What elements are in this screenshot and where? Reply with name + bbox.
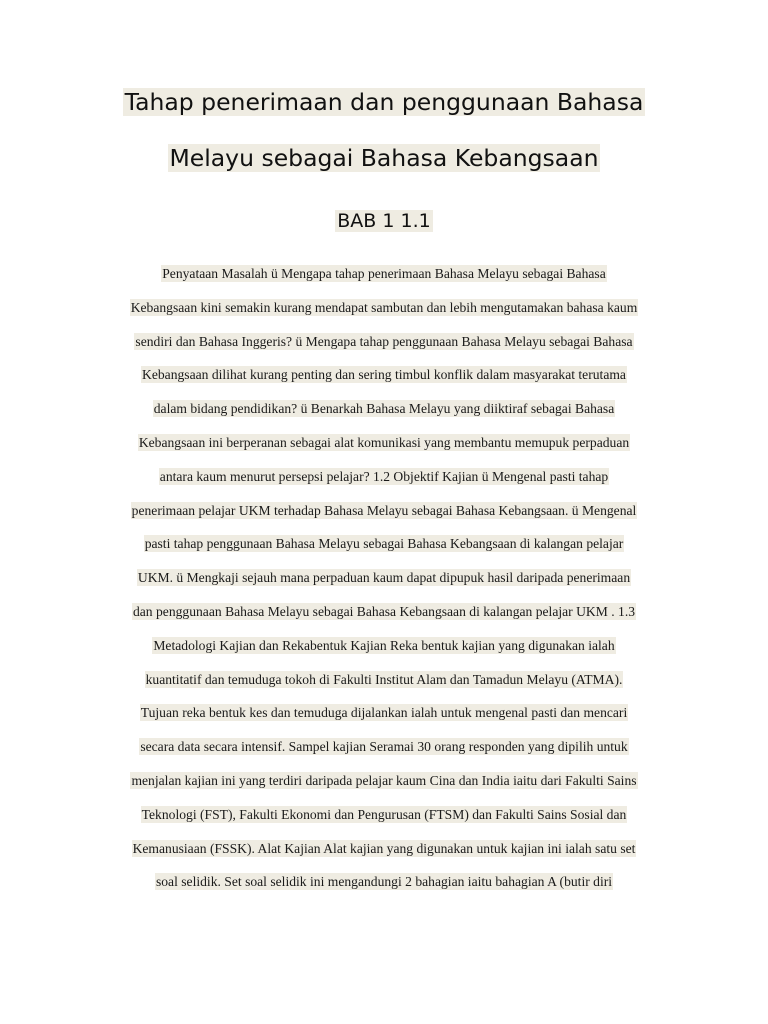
body-line-text: Kebangsaan ini berperanan sebagai alat komunikasi yang membantu memupuk perpaduan bbox=[138, 434, 630, 450]
body-line bbox=[70, 801, 698, 835]
body-line-text: Kemanusiaan (FSSK). Alat Kajian Alat kajian yang digunakan untuk kajian ini ialah satu set bbox=[132, 840, 636, 856]
body-line-text: Tujuan reka bentuk kes dan temuduga dijalankan ialah untuk mengenal pasti dan mencari bbox=[140, 705, 628, 721]
body-line-text: penerimaan pelajar UKM terhadap Bahasa Melayu sebagai Bahasa Kebangsaan. ü Mengenal bbox=[131, 502, 637, 518]
body-line bbox=[70, 395, 698, 429]
body-line bbox=[70, 429, 698, 463]
body-line-text: kuantitatif dan temuduga tokoh di Fakulti Institut Alam dan Tamadun Melayu (ATMA). bbox=[145, 671, 623, 687]
title-line-2-text: Melayu sebagai Bahasa Kebangsaan bbox=[169, 144, 599, 172]
body-line bbox=[70, 564, 698, 598]
body-line bbox=[70, 530, 698, 564]
body-line bbox=[70, 868, 698, 902]
body-line-text: soal selidik. Set soal selidik ini mengandungi 2 bahagian iaitu bahagian A (butir diri bbox=[155, 874, 613, 890]
body-line bbox=[70, 632, 698, 666]
body-line bbox=[70, 328, 698, 362]
chapter-heading bbox=[40, 206, 728, 236]
body-line-text: menjalan kajian ini yang terdiri daripada pelajar kaum Cina dan India iaitu dari Fakulti Sains bbox=[131, 772, 637, 788]
body-line-text: dalam bidang pendidikan? ü Benarkah Bahasa Melayu yang diiktiraf sebagai Bahasa bbox=[153, 401, 615, 417]
title-line-1-text: Tahap penerimaan dan penggunaan Bahasa bbox=[124, 88, 644, 116]
body-line bbox=[70, 733, 698, 767]
document-title-line-2 bbox=[40, 142, 728, 174]
body-line-text: UKM. ü Mengkaji sejauh mana perpaduan kaum dapat dipupuk hasil daripada penerimaan bbox=[137, 570, 631, 586]
body-line bbox=[70, 260, 698, 294]
body-line bbox=[70, 835, 698, 869]
body-line bbox=[70, 361, 698, 395]
body-line bbox=[70, 598, 698, 632]
body-line-text: dan penggunaan Bahasa Melayu sebagai Bahasa Kebangsaan di kalangan pelajar UKM . 1.3 bbox=[132, 603, 636, 619]
body-line bbox=[70, 699, 698, 733]
body-line bbox=[70, 497, 698, 531]
body-line-text: Metadologi Kajian dan Rekabentuk Kajian Reka bentuk kajian yang digunakan ialah bbox=[153, 637, 615, 653]
body-line-text: Kebangsaan dilihat kurang penting dan sering timbul konflik dalam masyarakat terutama bbox=[142, 367, 626, 383]
body-line-text: sendiri dan Bahasa Inggeris? ü Mengapa tahap penggunaan Bahasa Melayu sebagai Bahasa bbox=[135, 333, 633, 349]
body-line-text: antara kaum menurut persepsi pelajar? 1.2 Objektif Kajian ü Mengenal pasti tahap bbox=[159, 468, 609, 484]
body-line bbox=[70, 463, 698, 497]
body-line-text: Teknologi (FST), Fakulti Ekonomi dan Pengurusan (FTSM) dan Fakulti Sains Sosial dan bbox=[141, 806, 627, 822]
body-line-text: secara data secara intensif. Sampel kajian Seramai 30 orang responden yang dipilih untuk bbox=[140, 739, 628, 755]
body-line bbox=[70, 767, 698, 801]
body-line-text: Kebangsaan kini semakin kurang mendapat sambutan dan lebih mengutamakan bahasa kaum bbox=[130, 299, 638, 315]
body-line-text: Penyataan Masalah ü Mengapa tahap penerimaan Bahasa Melayu sebagai Bahasa bbox=[162, 266, 606, 281]
body-line bbox=[70, 666, 698, 700]
body-line-text: pasti tahap penggunaan Bahasa Melayu sebagai Bahasa Kebangsaan di kalangan pelajar bbox=[144, 536, 624, 552]
document-title-line-1 bbox=[40, 86, 728, 118]
chapter-heading-text: BAB 1 1.1 bbox=[337, 210, 431, 232]
body-line bbox=[70, 294, 698, 328]
body-paragraph bbox=[70, 260, 698, 902]
